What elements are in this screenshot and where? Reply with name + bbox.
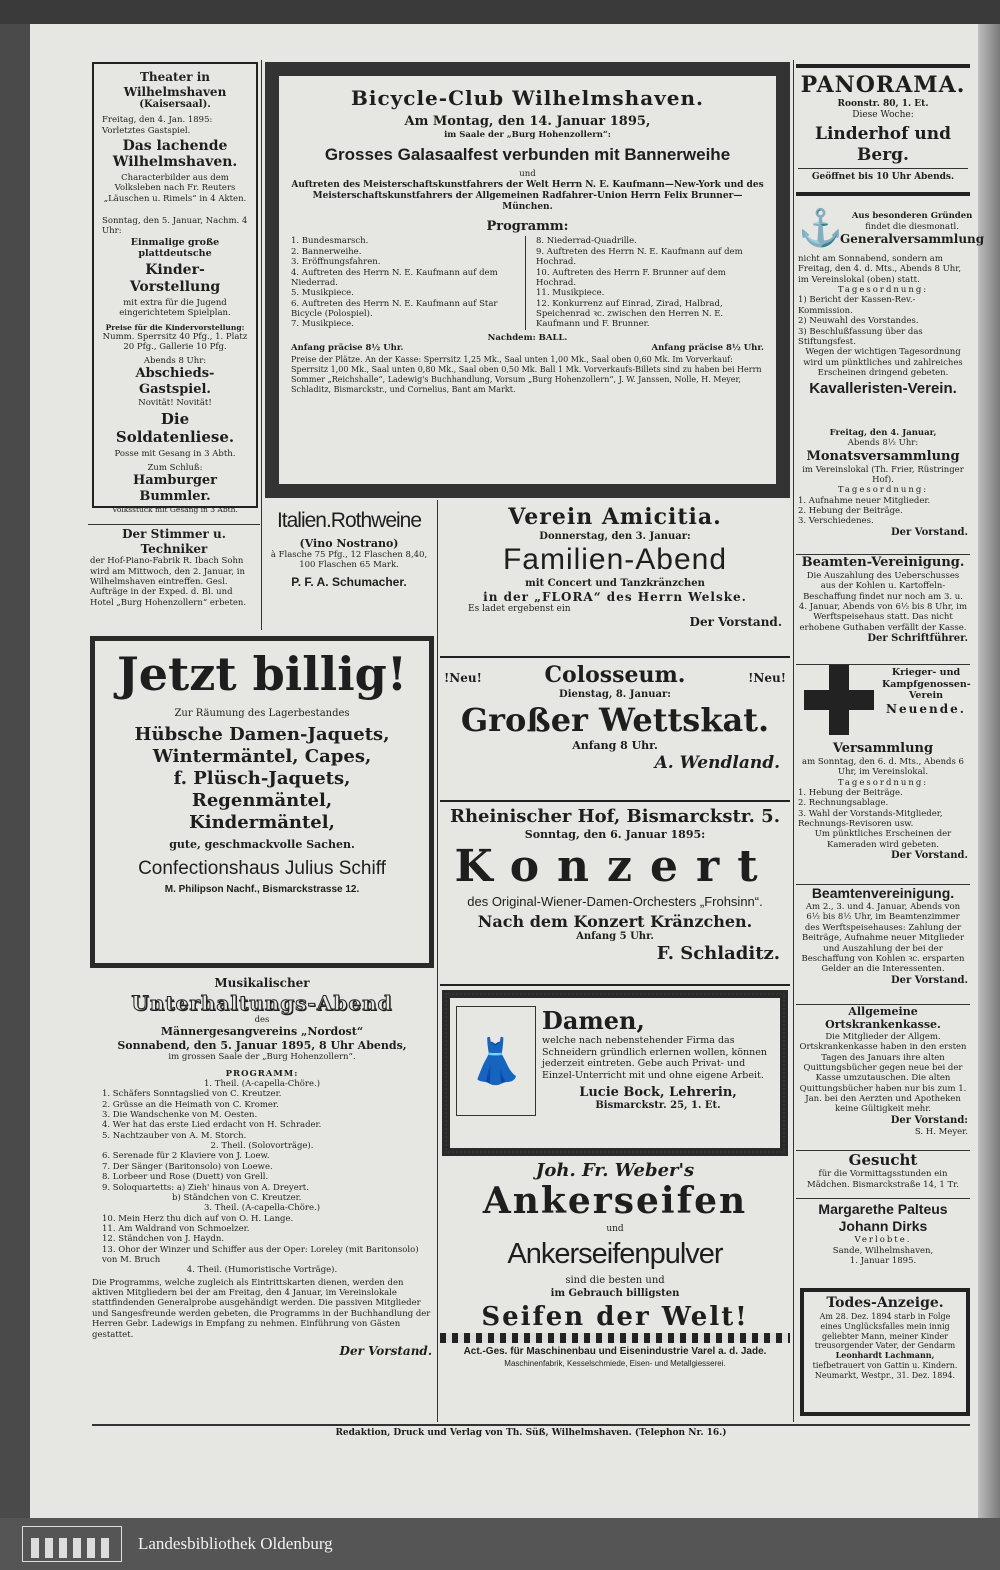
bicycle-date: Am Montag, den 14. Januar 1895,: [404, 114, 651, 130]
amicitia-sig: Der Vorstand.: [689, 615, 782, 630]
abend-t4: 4. Theil. (Humoristische Vorträge).: [186, 1265, 338, 1276]
list-item: 1. Bundesmarsch.: [291, 236, 369, 247]
abend-t3: 3. Theil. (A-capella-Chöre.): [203, 1203, 321, 1214]
panorama-ad: [796, 64, 970, 196]
italien-text: à Flasche 75 Pfg., 12 Flaschen 8,40, 100 Flaschen 65 Mark.: [270, 550, 428, 571]
abend-items2: [92, 1151, 432, 1203]
list-item: 3) Beschlußfassung über das Stiftungsfest.: [798, 326, 923, 347]
bicycle-und: und: [519, 169, 536, 180]
list-item: b) Ständchen von C. Kreutzer.: [172, 1192, 302, 1203]
weber-und: und: [606, 1223, 624, 1234]
list-item: 1. Hebung der Beiträge.: [798, 787, 903, 798]
kav-lok: im Vereinslokal (Th. Frier, Rüstringer Hof).: [802, 464, 964, 485]
bicycle-desc: Auftreten des Meisterschaftskunstfahrers der Welt Herrn N. E. Kaufmann—New-York und des Meisterschaftskunstfahrers der Allgemeinen Radfahrer-Union Herrn Felix Brunner—München.: [291, 179, 764, 212]
amicitia-ad: [440, 502, 790, 658]
theater-p7: Numm. Sperrsitz 40 Pfg., 1. Platz 20 Pfg., Gallerie 10 Pfg.: [102, 331, 248, 353]
italien-sub: (Vino Nostrano): [299, 536, 399, 550]
italien-rothweine-ad: [262, 506, 436, 624]
gesucht-ad: [796, 1150, 970, 1196]
theater-kinder: Kinder-Vorstellung: [129, 261, 221, 295]
theater-p9: Novität! Novität!: [138, 397, 212, 408]
krieger2-title: Krieger- und Kampfgenossen-Verein: [882, 667, 971, 702]
theater-title: Theater in Wilhelmshaven: [123, 70, 227, 99]
panorama-addr: Roonstr. 80, 1. Et.: [837, 98, 929, 109]
ortskrankenkasse-ad: [796, 1004, 970, 1148]
list-item: 9. Soloquartetts: a) Zieh' hinaus von A. Dreyert.: [102, 1182, 309, 1193]
verlobung-n1: Margarethe Palteus: [818, 1201, 948, 1217]
weber-t2: im Gebrauch billigsten: [550, 1287, 680, 1299]
verlobung-ad: [796, 1198, 970, 1284]
kav-items: [798, 496, 968, 527]
kasse-sig: Der Vorstand:: [890, 1114, 968, 1126]
kav-time: Abends 8½ Uhr:: [847, 438, 919, 449]
theater-p10: Posse mit Gesang in 3 Abth.: [114, 448, 236, 459]
hof-sub: des Original-Wiener-Damen-Orchesters „Frohsinn“.: [467, 893, 763, 909]
colosseum-ad: [440, 662, 790, 802]
todes-anzeige-ad: [800, 1288, 970, 1416]
verlobung-v: Verlobte.: [854, 1235, 912, 1246]
list-item: 10. Auftreten des Herrn F. Brunner auf dem Hochrad.: [536, 267, 726, 288]
beamten-vereinigung-ad: [796, 554, 970, 662]
list-item: 1. Schäfers Sonntagslied von C. Kreutzer.: [102, 1089, 282, 1100]
theater-abschied: Abschieds-Gastspiel.: [135, 365, 215, 397]
list-item: 5. Nachtzauber von A. M. Storch.: [102, 1130, 247, 1141]
bicycle-venue: im Saale der „Burg Hohenzollern“:: [444, 130, 611, 141]
list-item: 12. Konkurrenz auf Einrad, Zirad, Halbrad, Speichenrad ꝛc. zwischen den Herren N. E. Kaufmann und F. Brunner.: [536, 298, 724, 330]
list-item: 6. Serenade für 2 Klaviere von J. Loew.: [102, 1151, 270, 1162]
theater-p12: Volksstück mit Gesang in 3 Abth.: [112, 505, 238, 515]
damen-title: Damen,: [542, 1006, 645, 1035]
list-item: 3. Verschiedenes.: [798, 516, 874, 527]
theater-p8: Abends 8 Uhr:: [143, 355, 207, 366]
kasse-name: S. H. Meyer.: [914, 1126, 968, 1137]
todes-text: Am 28. Dez. 1894 starb in Folge eines Unglücksfalles mein innig geliebter Mann, meiner Kinder treusorgender Vater, der Gendarm: [814, 1312, 956, 1351]
verlobung-date: 1. Januar 1895.: [849, 1255, 917, 1266]
damen-name: Lucie Bock, Lehrerin,: [579, 1084, 737, 1100]
krieger2-date: am Sonntag, den 6. d. Mts., Abends 6 Uhr, im Vereinslokal.: [802, 756, 964, 778]
panorama-show: Linderhof und Berg.: [815, 123, 951, 165]
amicitia-title: Verein Amicitia.: [508, 504, 722, 530]
list-item: 5. Musikpiece.: [291, 288, 354, 299]
list-item: Wintermäntel, Capes,: [152, 745, 372, 767]
library-building-icon: [22, 1526, 122, 1562]
abend-text: Die Programms, welche zugleich als Eintrittskarten dienen, werden den aktiven Mitgliedern bei der am Freitag, den 4 Januar, im Vereinslokale stattfindenden Generalprobe ausgehändigt werden. Die passiven Mitglieder und Sangesfreunde werden gebeten, die Programms in der Buchhandlung der Herren Gebr. Ladewigs in Empfang zu nehmen. Einführung von Gästen gestattet.: [92, 1277, 431, 1340]
amicitia-inv: Es ladet ergebenst ein: [468, 604, 571, 615]
abend-items3: [92, 1214, 432, 1266]
theater-p1: Freitag, den 4. Jan. 1895: Vorletztes Gastspiel.: [102, 115, 213, 136]
theater-play1: Das lachende Wilhelmshaven.: [112, 138, 238, 170]
panorama-title: PANORAMA.: [800, 72, 966, 98]
krieger-verein-ad: [796, 204, 985, 426]
weber-firm: Act.-Ges. für Maschinenbau und Eisenindustrie Varel a. d. Jade.: [463, 1346, 767, 1358]
damen-text: welche nach nebenstehender Firma das Schneidern gründlich erlernen wollen, können jederzeit eintreten. Gebe auch Privat- und Einzel-Unterricht mit und ohne eigene Arbeit.: [542, 1035, 767, 1081]
theater-p11: Zum Schluß:: [147, 463, 203, 474]
weber-title: Ankerseifen: [482, 1179, 748, 1222]
library-name: Landesbibliothek Oldenburg: [138, 1534, 333, 1553]
billig-addr: M. Philipson Nachf., Bismarckstrasse 12.: [164, 884, 360, 896]
colosseum-head: Großer Wettskat.: [460, 701, 770, 740]
panorama-week: Diese Woche:: [852, 109, 914, 120]
kasse-text: Die Mitglieder der Allgem. Ortskrankenkasse haben in den ersten Tagen des Januars ihre alten Quittungsbücher gegen neue bei der Kasse umzutauschen. Die alten Quittungsbücher haben nur bis zum 1. Jan. bei den Aerzten und Apotheken keine Gültigkeit mehr.: [799, 1031, 967, 1115]
krieger2-place: Neuende.: [886, 701, 966, 716]
colosseum-title: Colosseum.: [544, 662, 686, 688]
list-item: Hübsche Damen-Jaquets,: [134, 723, 390, 745]
krieger-neuende-ad: [796, 664, 970, 882]
verlobung-n2: Johann Dirks: [838, 1218, 928, 1235]
krieger1-l3: Wegen der wichtigen Tagesordnung wird um pünktliches und zahlreiches Erscheinen dringend gebeten.: [803, 347, 963, 378]
amicitia-sub: mit Concert und Tanzkränzchen: [525, 577, 705, 589]
weber-pre: Joh. Fr. Weber's: [535, 1160, 695, 1181]
abend-items1: [92, 1089, 432, 1141]
bicycle-ball: Nachdem: BALL.: [487, 332, 568, 343]
list-item: 1) Bericht der Kassen-Rev.-Kommission.: [798, 295, 916, 316]
amicitia-place: in der „FLORA“ des Herrn Welske.: [483, 589, 747, 604]
list-item: 1. Aufnahme neuer Mitglieder.: [798, 495, 931, 506]
abend-des: des: [254, 1015, 270, 1026]
dress-figure-icon: 👗: [456, 1006, 536, 1116]
list-item: 4. Wer hat das erste Lied erdacht von H. Schrader.: [102, 1120, 322, 1131]
beamtenvereinigung-ad: [796, 884, 970, 1002]
krieger1-items: [798, 295, 968, 347]
billig-good: gute, geschmackvolle Sachen.: [169, 837, 355, 851]
weber-title2: Ankerseifenpulver: [507, 1237, 723, 1270]
bicycle-prices: Preise der Plätze. An der Kasse: Sperrsitz 1,25 Mk., Saal unten 1,00 Mk., Saal oben 0,60 Mk. Im Vorverkauf: Sperrsitz 1,00 Mk., Saal unten 0,80 Mk., Saal oben 0,50 Mk. Ball 1 Mk. Vorverkaufs-Billets sind zu haben bei Herrn Sommer „Reichshalle“, Ladewig's Buchhandlung, Vorsum „Burg Hohenzollern“, J. W. Janssen, Nolle, H. Meyer, Schladitz, Bismarckstr., und Cornelius, Bant am Markt.: [291, 355, 762, 394]
ankerseifen-ad: [440, 1160, 790, 1422]
abend-title: Unterhaltungs-Abend: [131, 990, 393, 1015]
stimmer-text: der Hof-Piano-Fabrik R. Ibach Sohn wird am Mittwoch, den 2. Januar, in Wilhelmshaven eintreffen. Gesl. Aufträge in der Exped. d. Bl. und Hotel „Burg Hohenzollern“ erbeten.: [90, 556, 247, 608]
stimmer-title: Der Stimmer u. Techniker: [122, 527, 226, 556]
beamten2-sig: Der Vorstand.: [890, 974, 968, 986]
theater-p3: Sonntag, den 5. Januar, Nachm. 4 Uhr:: [102, 216, 248, 237]
bicycle-title: Bicycle-Club Wilhelmshaven.: [350, 86, 705, 110]
abend-pre: Musikalischer: [214, 976, 310, 990]
italien-title: Italien.Rothweine: [276, 509, 422, 532]
theater-p5: mit extra für die Jugend eingerichtetem Spielplan.: [119, 298, 231, 319]
amicitia-head: Familien-Abend: [502, 543, 728, 577]
list-item: 3. Die Wandschenke von M. Oesten.: [102, 1109, 258, 1120]
damen-schneidern-ad: [442, 990, 788, 1156]
theater-p4: Einmalige große plattdeutsche: [130, 236, 220, 260]
hof-start: Anfang 5 Uhr.: [576, 931, 654, 943]
kav-date: Freitag, den 4. Januar,: [829, 428, 937, 438]
weber-big: Seifen der Welt!: [481, 1301, 749, 1332]
beamten1-text: Die Auszahlung des Ueberschusses aus der Kohlen u. Kartoffeln-Beschaffung findet nur noch am 3. u. 4. Januar, Abends von 6½ bis 8 Uhr, im Werftspeisehaus statt. Das nicht erhobene Guthaben verfällt der Kasse.: [798, 570, 968, 633]
krieger1-l1: findet die diesmonatl.: [865, 221, 959, 232]
theater-p2: Characterbilder aus dem Volksleben nach Fr. Reuters „Läuschen u. Rimels“ in 4 Akten.: [103, 172, 247, 204]
imprint-text: Redaktion, Druck und Verlag von Th. Süß, Wilhelmshaven. (Telephon Nr. 16.): [335, 1428, 727, 1438]
list-item: 8. Lorbeer und Rose (Duett) von Grell.: [102, 1172, 269, 1183]
krieger1-to: Tagesordnung:: [837, 285, 929, 296]
list-item: 2. Hebung der Beiträge.: [798, 506, 903, 517]
list-item: 4. Auftreten des Herrn N. E. Kaufmann auf dem Niederrad.: [291, 267, 498, 288]
theater-sub: (Kaisersaal).: [139, 99, 211, 111]
hof-sig: F. Schladitz.: [656, 943, 780, 965]
abend-t2: 2. Theil. (Solovorträge).: [210, 1141, 314, 1152]
krieger2-to: Tagesordnung:: [837, 777, 929, 788]
abend-prog: PROGRAMM:: [225, 1068, 299, 1079]
theater-ad: [92, 62, 258, 515]
program-right: [536, 236, 764, 329]
kav-sig: Der Vorstand.: [890, 526, 968, 538]
hof-after: Nach dem Konzert Kränzchen.: [477, 911, 753, 931]
kavalleristen-ad: [796, 428, 970, 550]
unterhaltungs-abend-ad: [88, 976, 436, 1420]
column-rule: [261, 60, 262, 630]
kav-mv: Monatsversammlung: [806, 448, 960, 464]
list-item: 3. Eröffnungsfahren.: [291, 257, 381, 268]
list-item: 8. Niederrad-Quadrille.: [536, 236, 637, 247]
krieger1-gv: Generalversammlung: [840, 232, 985, 247]
library-footer: [0, 1518, 1000, 1570]
list-item: 7. Musikpiece.: [291, 319, 354, 330]
colosseum-sig: A. Wendland.: [654, 752, 780, 773]
list-item: 11. Musikpiece.: [536, 288, 605, 299]
list-item: 7. Der Sänger (Baritonsolo) von Loewe.: [102, 1161, 273, 1172]
beamten1-sig: Der Schriftführer.: [867, 633, 968, 645]
bicycle-start-left: Anfang präcise 8½ Uhr.: [291, 343, 404, 354]
billig-sub: Zur Räumung des Lagerbestandes: [174, 707, 350, 719]
list-item: 6. Auftreten des Herrn N. E. Kaufmann auf Star Bicycle (Polospiel).: [291, 298, 498, 319]
colosseum-start: Anfang 8 Uhr.: [572, 739, 658, 753]
stimmer-ad: [88, 524, 260, 624]
krieger1-head: Aus besonderen Gründen: [851, 211, 973, 222]
krieger1-sig: Kavalleristen-Verein.: [809, 380, 957, 398]
verlobung-place: Sande, Wilhelmshaven,: [832, 1245, 934, 1256]
abend-place: im grossen Saale der „Burg Hohenzollern“.: [168, 1052, 356, 1063]
colosseum-neu-right: !Neu!: [748, 671, 786, 685]
scan-border-top: [0, 0, 1000, 24]
kav-to: Tagesordnung:: [837, 485, 929, 496]
krieger2-items: [798, 788, 968, 829]
damen-addr: Bismarckstr. 25, 1. Et.: [595, 1100, 721, 1112]
list-item: 13. Ohor der Winzer und Schiffer aus der Oper: Loreley (mit Baritonsolo) von M. Bruch: [102, 1244, 419, 1266]
billig-head: Jetzt billig!: [116, 647, 408, 701]
list-item: 10. Mein Herz thu dich auf von O. H. Lange.: [102, 1213, 294, 1224]
hof-title: Rheinischer Hof, Bismarckstr. 5.: [450, 806, 780, 827]
billig-firm: Confectionshaus Julius Schiff: [138, 857, 386, 879]
list-item: 9. Auftreten des Herrn N. E. Kaufmann auf dem Hochrad.: [536, 246, 743, 268]
amicitia-date: Donnerstag, den 3. Januar:: [539, 530, 691, 542]
beamten1-title: Beamten-Vereinigung.: [801, 555, 965, 570]
todes-place: Neumarkt, Westpr., 31. Dez. 1894.: [814, 1370, 956, 1380]
bicycle-start-right: Anfang präcise 8½ Uhr.: [651, 343, 764, 354]
list-item: 12. Ständchen von J. Haydn.: [102, 1234, 225, 1245]
krieger2-text: Um pünktliches Erscheinen der Kameraden wird gebeten.: [814, 829, 952, 850]
krieger2-sig: Der Vorstand.: [890, 850, 968, 862]
gesucht-title: Gesucht: [848, 1151, 918, 1169]
panorama-open: Geöffnet bis 10 Uhr Abends.: [798, 168, 968, 183]
list-item: 2. Bannerweihe.: [291, 246, 362, 257]
todes-name: Leonhardt Lachmann,: [835, 1350, 935, 1361]
list-item: Kindermäntel,: [189, 811, 335, 833]
column-rule: [437, 500, 438, 1422]
list-item: 2. Grüsse an die Heimath von C. Kromer.: [102, 1099, 279, 1110]
weber-firm2: Maschinenfabrik, Kesselschmiede, Eisen- und Metallgiesserei.: [504, 1358, 726, 1368]
italien-sig: P. F. A. Schumacher.: [291, 574, 407, 589]
anchor-emblem-icon: ⚓: [798, 208, 843, 249]
theater-p6: Preise für die Kindervorstellung:: [105, 322, 245, 332]
program-left: [291, 236, 526, 329]
krieger2-vs: Versammlung: [832, 741, 934, 756]
bicycle-programm: Programm:: [486, 218, 569, 234]
hof-head: Konzert: [454, 841, 776, 893]
bicycle-headline: Grosses Galasaalfest verbunden mit Bannerweihe: [324, 144, 731, 164]
imprint: [92, 1424, 970, 1440]
theater-play3: Hamburger Bummler.: [132, 473, 218, 505]
todes-text2: tiefbetrauert von Gattin u. Kindern.: [812, 1360, 958, 1370]
gesucht-text: für die Vormittagsstunden ein Mädchen. Bismarckstraße 14, 1 Tr.: [807, 1169, 959, 1190]
theater-play2: Die Soldatenliese.: [115, 410, 235, 447]
list-item: 2) Neuwahl des Vorstandes.: [798, 316, 919, 327]
list-item: Regenmäntel,: [191, 789, 333, 811]
abend-club: Männergesangvereins „Nordost“: [160, 1025, 364, 1039]
beamten2-title: Beamtenvereinigung.: [811, 885, 955, 901]
beamten2-text: Am 2., 3. und 4. Januar, Abends von 6½ bis 8½ Uhr, im Beamtenzimmer des Werftspeisehauses: Zahlung der Beiträge, Aufnahme neuer Mitglieder und Auszahlung der bei der Beschaffung von Kohlen ꝛc. ersparten Gelder an die Interessenten.: [801, 902, 965, 975]
list-item: 3. Wahl der Vorstands-Mitglieder, Rechnungs-Revisoren usw.: [798, 808, 943, 830]
bicycle-club-ad: [265, 62, 790, 498]
list-item: f. Plüsch-Jaquets,: [173, 767, 351, 789]
abend-sig: Der Vorstand.: [339, 1343, 432, 1358]
colosseum-neu-left: !Neu!: [444, 671, 482, 685]
abend-t1: 1. Theil. (A-capella-Chöre.): [203, 1078, 321, 1089]
rheinischer-hof-ad: [440, 806, 790, 986]
hof-date: Sonntag, den 6. Januar 1895:: [524, 827, 706, 841]
page-gutter: [978, 24, 1000, 1518]
jetzt-billig-ad: [90, 636, 434, 968]
list-item: 2. Rechnungsablage.: [798, 798, 889, 809]
kasse-title: Allgemeine Ortskrankenkasse.: [825, 1005, 941, 1032]
decorative-stripe: [440, 1333, 790, 1343]
weber-t1: sind die besten und: [565, 1275, 665, 1287]
todes-title: Todes-Anzeige.: [826, 1295, 944, 1311]
column-rule: [793, 60, 794, 1422]
iron-cross-icon: [804, 665, 874, 735]
abend-date: Sonnabend, den 5. Januar 1895, 8 Uhr Abends,: [117, 1038, 407, 1052]
krieger1-l2: nicht am Sonnabend, sondern am Freitag, den 4. d. Mts., Abends 8 Uhr, im Vereinslokal (oben) statt.: [798, 254, 962, 285]
colosseum-date: Dienstag, 8. Januar:: [559, 688, 671, 700]
list-item: 11. Am Waldrand von Schmoelzer.: [102, 1223, 250, 1234]
